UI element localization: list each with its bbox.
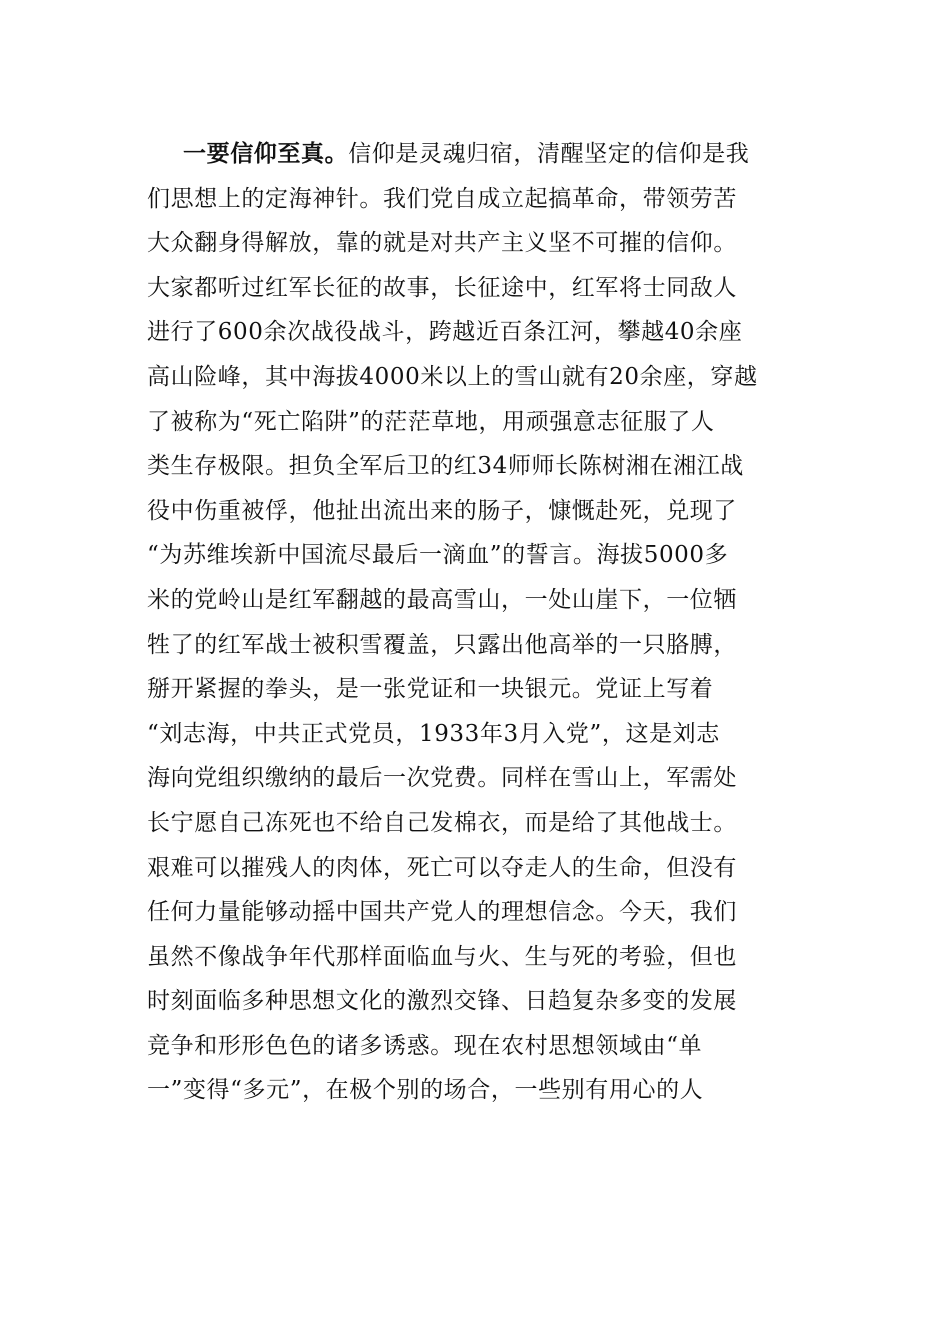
text-line: 了被称为“死亡陷阱”的茫茫草地，用顽强意志征服了人	[147, 408, 715, 435]
text-line: 进行了600余次战役战斗，跨越近百条江河，攀越40余座	[147, 319, 743, 346]
text-line: 高山险峰，其中海拔4000米以上的雪山就有20余座，穿越	[147, 363, 758, 390]
text-line: 一”变得“多元”，在极个别的场合，一些别有用心的人	[147, 1077, 704, 1104]
text-line: 任何力量能够动摇中国共产党人的理想信念。今天，我们	[147, 899, 737, 926]
text-line: 役中伤重被俘，他扯出流出来的肠子，慷慨赴死，兑现了	[147, 497, 737, 524]
text-line: “刘志海，中共正式党员，1933年3月入党”，这是刘志	[147, 720, 720, 747]
text-line: 们思想上的定海神针。我们党自成立起搞革命，带领劳苦	[147, 185, 737, 212]
text-line: 海向党组织缴纳的最后一次党费。同样在雪山上，军需处	[147, 765, 737, 792]
body-paragraph	[147, 132, 807, 1113]
text-line: 虽然不像战争年代那样面临血与火、生与死的考验，但也	[147, 943, 737, 970]
text-line: 掰开紧握的拳头，是一张党证和一块银元。党证上写着	[147, 676, 714, 703]
text-line: 牲了的红军战士被积雪覆盖，只露出他高举的一只胳膊，	[147, 631, 737, 658]
text-line-content: 信仰是灵魂归宿，清醒坚定的信仰是我	[348, 141, 750, 167]
text-line	[147, 132, 807, 177]
text-line: “为苏维埃新中国流尽最后一滴血”的誓言。海拔5000多	[147, 542, 729, 569]
text-line: 类生存极限。担负全军后卫的红34师师长陈树湘在湘江战	[147, 453, 744, 480]
section-heading: 一要信仰至真。	[183, 141, 349, 167]
text-line: 大众翻身得解放，靠的就是对共产主义坚不可摧的信仰。	[147, 230, 737, 257]
text-line: 长宁愿自己冻死也不给自己发棉衣，而是给了其他战士。	[147, 809, 737, 836]
text-line: 米的党岭山是红军翻越的最高雪山，一处山崖下，一位牺	[147, 586, 737, 613]
text-line: 艰难可以摧残人的肉体，死亡可以夺走人的生命，但没有	[147, 854, 737, 881]
text-line: 大家都听过红军长征的故事，长征途中，红军将士同敌人	[147, 274, 737, 301]
text-line: 竞争和形形色色的诸多诱惑。现在农村思想领域由“单	[147, 1032, 703, 1059]
text-line: 时刻面临多种思想文化的激烈交锋、日趋复杂多变的发展	[147, 988, 737, 1015]
